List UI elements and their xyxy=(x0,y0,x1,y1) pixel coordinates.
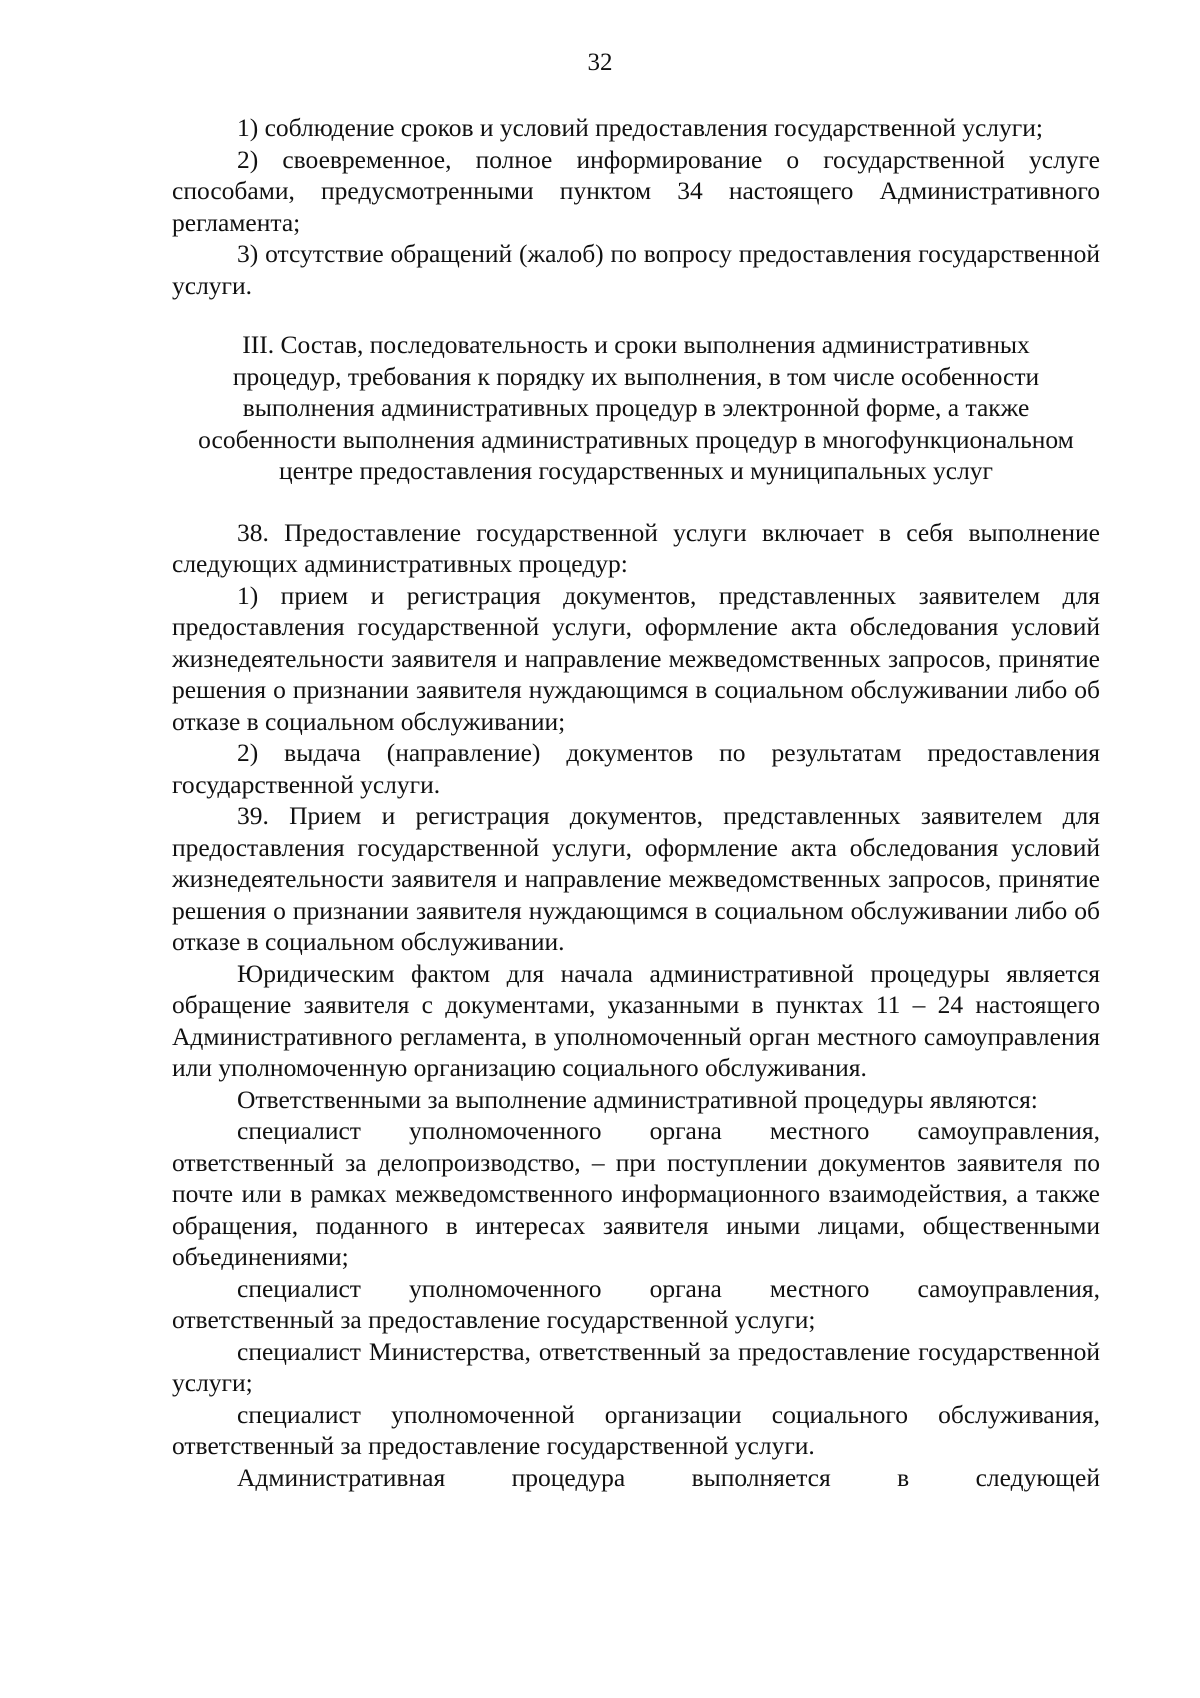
section-heading-line: особенности выполнения административных процедур в многофункциональном xyxy=(198,424,1074,454)
section-heading-line: выполнения административных процедур в электронной форме, а также xyxy=(242,393,1030,422)
list-item: 2) выдача (направление) документов по результатам предоставления государственной услуги. xyxy=(172,738,1100,799)
list-item: 3) отсутствие обращений (жалоб) по вопросу предоставления государственной услуги. xyxy=(172,239,1100,300)
list-item: 1) соблюдение сроков и условий предоставления государственной услуги; xyxy=(237,113,1043,142)
section-heading-line: процедур, требования к порядку их выполнения, в том числе особенности xyxy=(232,361,1040,391)
paragraph-39: 39. Прием и регистрация документов, представленных заявителем для предоставления государственной услуги, оформление акта обследования условий жизнедеятельности заявителя и направление межведомственных запросов, принятие решения о признании заявителя нуждающимся в социальном обслуживании либо об отказе в социальном обслуживании. xyxy=(172,801,1100,956)
page-number: 32 xyxy=(587,49,613,76)
paragraph: Административная процедура выполняется в следующей xyxy=(237,1462,1100,1492)
list-item: 1) прием и регистрация документов, представленных заявителем для предоставления государственной услуги, оформление акта обследования условий жизнедеятельности заявителя и направление межведомственных запросов, принятие решения о признании заявителя нуждающимся в социальном обслуживании либо об отказе в социальном обслуживании; xyxy=(172,580,1100,736)
list-item: специалист уполномоченной организации социального обслуживания, ответственный за предоставление государственной услуги. xyxy=(172,1399,1100,1460)
section-heading xyxy=(172,329,1100,487)
paragraph: Юридическим фактом для начала административной процедуры является обращение заявителя с документами, указанными в пунктах 11 – 24 настоящего Административного регламента, в уполномоченный орган местного самоуправления или уполномоченную организацию социального обслуживания. xyxy=(172,958,1100,1082)
paragraph: Ответственными за выполнение административной процедуры являются: xyxy=(237,1084,1038,1114)
list-item: специалист уполномоченного органа местного самоуправления, ответственный за делопроизводство, – при поступлении документов заявителя по почте или в рамках межведомственного информационного взаимодействия, а также обращения, поданного в интересах заявителя иными лицами, общественными объединениями; xyxy=(172,1116,1100,1271)
list-item: 2) своевременное, полное информирование о государственной услуге способами, предусмотренными пунктом 34 настоящего Административного регламента; xyxy=(172,144,1100,237)
list-item: специалист Министерства, ответственный за предоставление государственной услуги; xyxy=(172,1336,1100,1397)
paragraph-38: 38. Предоставление государственной услуги включает в себя выполнение следующих административных процедур: xyxy=(172,517,1100,578)
document-body xyxy=(172,112,1100,1493)
list-item: специалист уполномоченного органа местного самоуправления, ответственный за предоставление государственной услуги; xyxy=(172,1273,1100,1334)
section-heading-line: центре предоставления государственных и муниципальных услуг xyxy=(278,456,994,485)
section-heading-line: III. Состав, последовательность и сроки выполнения административных xyxy=(242,330,1030,359)
